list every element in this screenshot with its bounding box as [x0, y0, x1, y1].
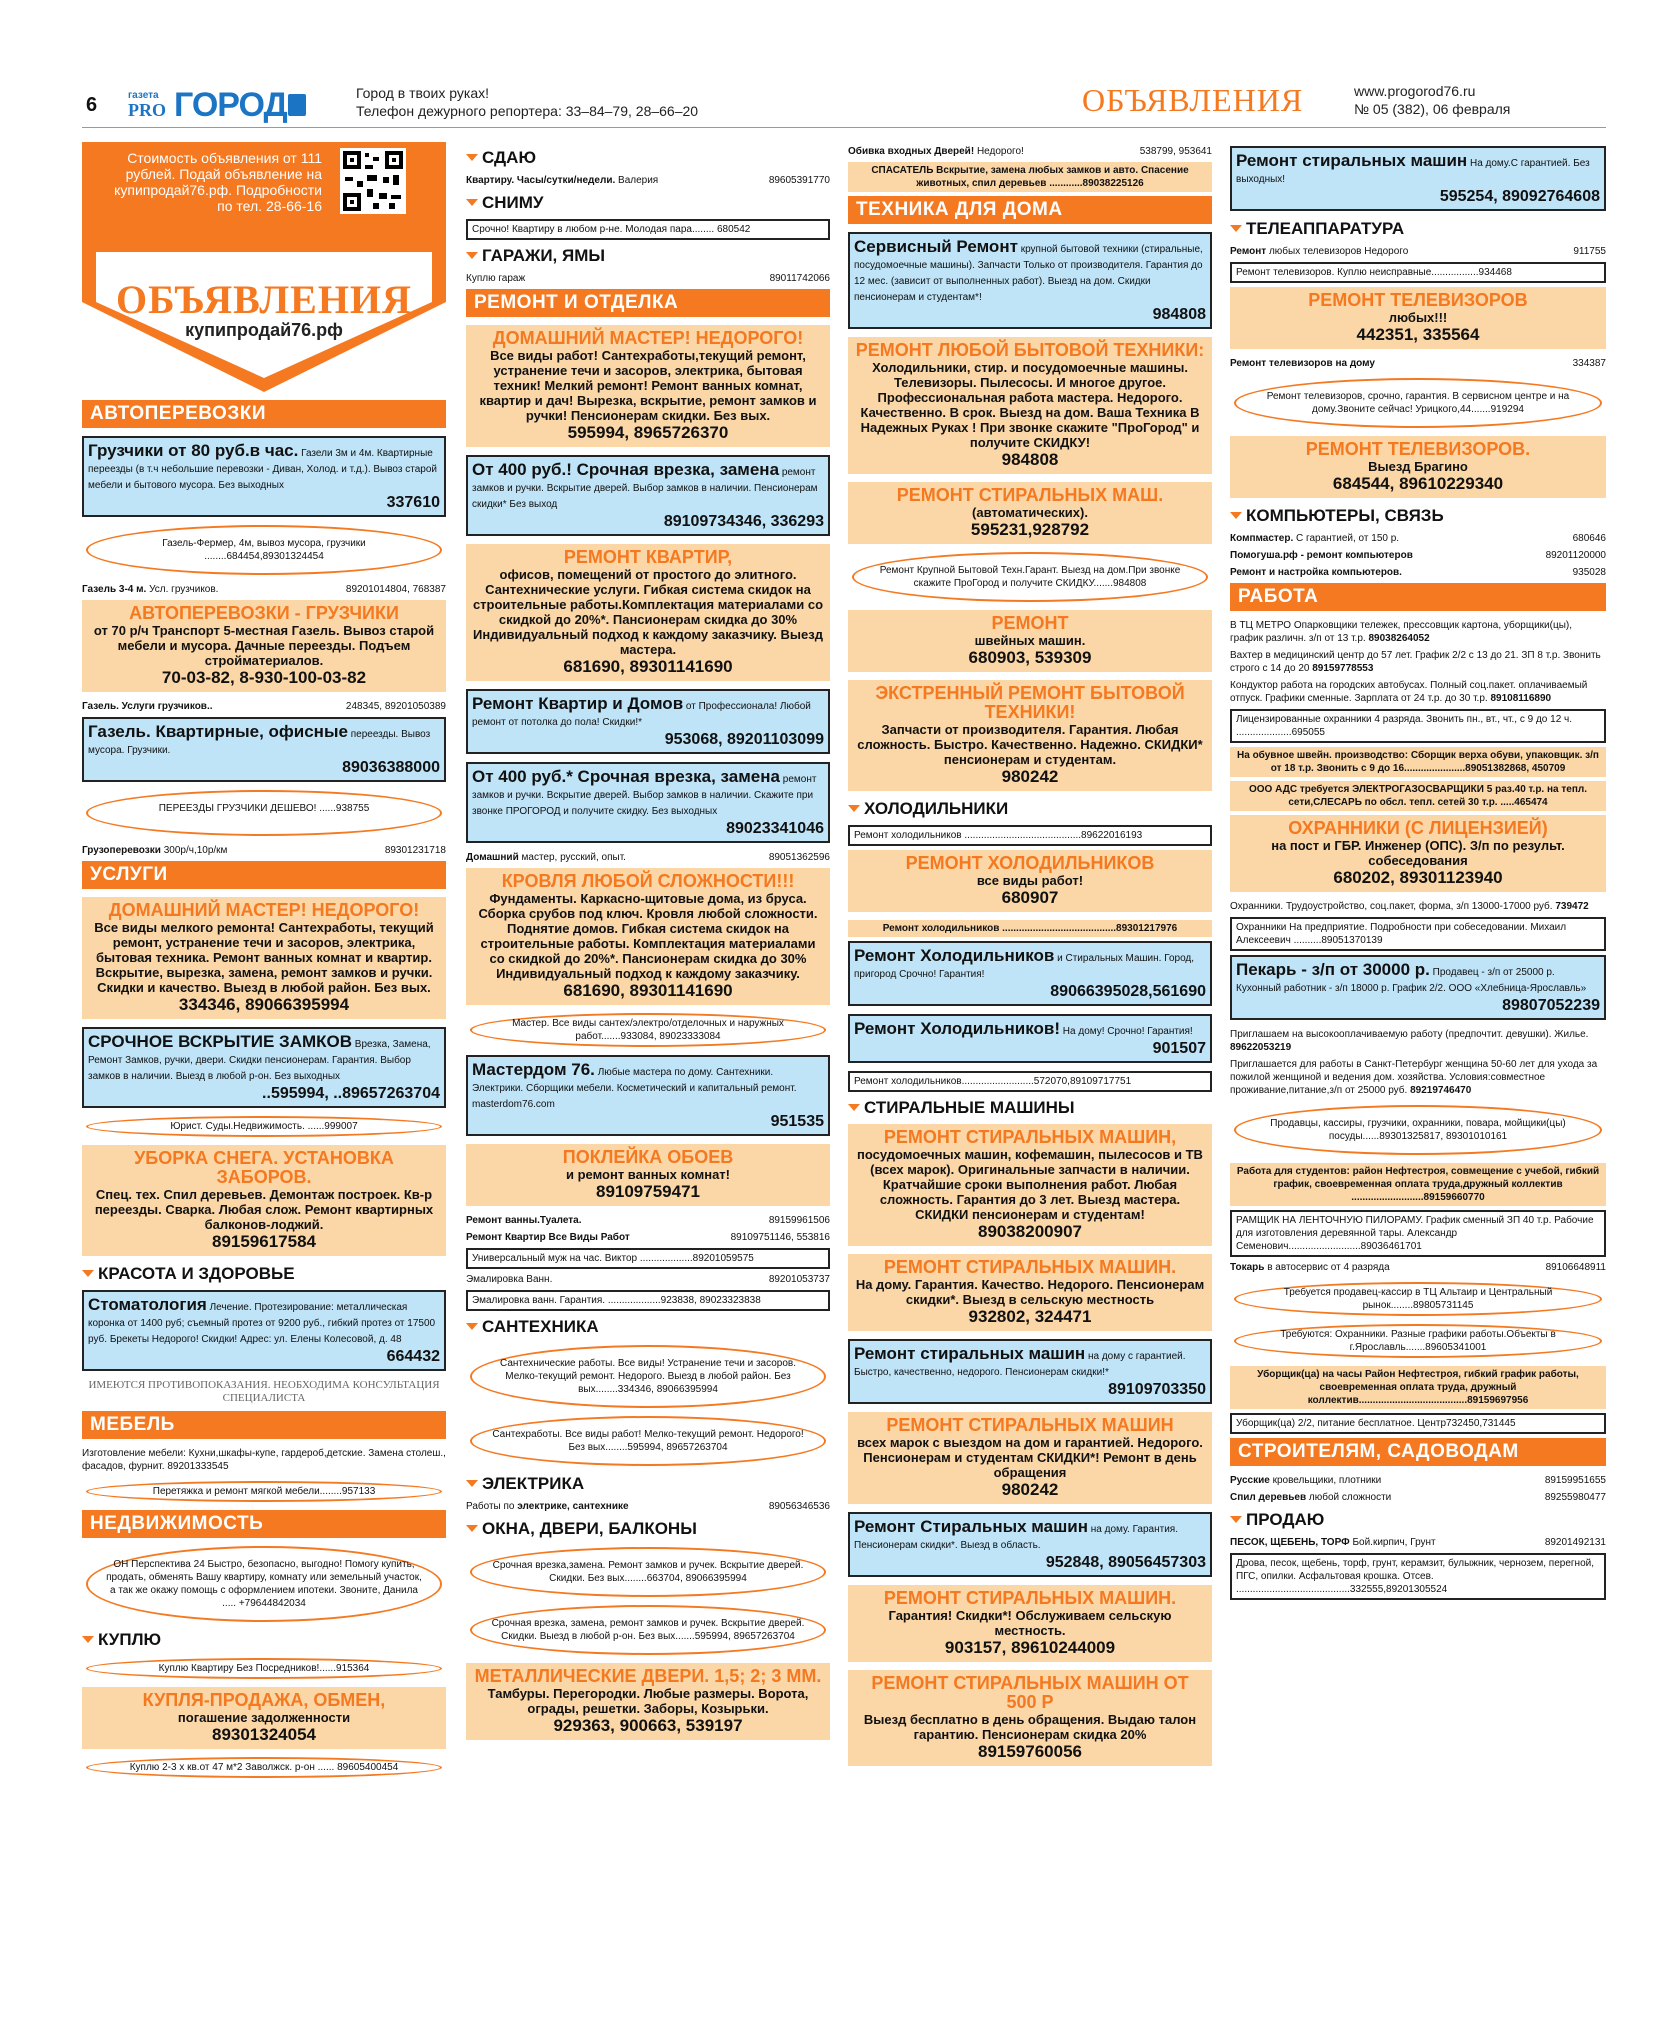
ad-box: От 400 руб.* Срочная врезка, замена ремонт замков и ручки. Вскрытие дверей. Выбор замков в наличии. Скажите при звонке ПРОГОРОД и получите скидку. Без выходных 89023341046	[466, 762, 830, 843]
ad-orange: РЕМОНТ СТИРАЛЬНЫХ МАШИН. Гарантия! Скидки*! Обслуживаем сельскую местность. 903157, 89610244009	[848, 1585, 1212, 1662]
ad-orange: УБОРКА СНЕГА. УСТАНОВКА ЗАБОРОВ. Спец. тех. Спил деревьев. Демонтаж построек. Кв-р переезды. Сварка. Любая слож. Ремонт квартирных балконов-лоджий. 89159617584	[82, 1145, 446, 1256]
section-title: ОБЪЯВЛЕНИЯ	[1082, 82, 1304, 118]
subheading-beauty: КРАСОТА И ЗДОРОВЬЕ	[82, 1264, 446, 1284]
ad-orange: ДОМАШНИЙ МАСТЕР! НЕДОРОГО! Все виды мелкого ремонта! Сантехработы, текущий ремонт, устранение течи и засоров, электрика, бытовая техника. Ремонт ванных комнат и квартир. Вскрытие, вырезка, замена, ремонт замков и ручки. Скидки и качество. Выезд в любой район. Без вых. 334346, 89066395994	[82, 897, 446, 1019]
ad-orange: РЕМОНТ ХОЛОДИЛЬНИКОВ все виды работ! 680907	[848, 850, 1212, 912]
ad-framed: СПАСАТЕЛЬ Вскрытие, замена любых замков и авто. Спасение животных, спил деревьев ............89038225126	[848, 162, 1212, 192]
ad-orange: КУПЛЯ-ПРОДАЖА, ОБМЕН, погашение задолженности 89301324054	[82, 1687, 446, 1749]
subheading-computers: КОМПЬЮТЕРЫ, СВЯЗЬ	[1230, 506, 1606, 526]
ad-oval: ПЕРЕЕЗДЫ ГРУЗЧИКИ ДЕШЕВО! ......938755	[86, 790, 442, 836]
ad-framed: РАМЩИК НА ЛЕНТОЧНУЮ ПИЛОРАМУ. График сменный ЗП 40 т.р. Рабочие для изготовления деревянной тары. Александр Семенович..........................89036461701	[1230, 1210, 1606, 1257]
ad-oval: Ремонт телевизоров, срочно, гарантия. В сервисном центре и на дому.Звоните сейчас! Урицкого,44.......919294	[1234, 378, 1602, 428]
ad-line: Помогуша.рф - ремонт компьютеров 89201120000	[1230, 550, 1606, 561]
ad-line: Газель. Услуги грузчиков.. 248345, 89201050389	[82, 701, 446, 712]
ad-box: Ремонт Холодильников! На дому! Срочно! Гарантия! 901507	[848, 1014, 1212, 1063]
ad-orange: РЕМОНТ ТЕЛЕВИЗОРОВ любых!!! 442351, 335564	[1230, 287, 1606, 349]
ad-oval: Ремонт Крупной Бытовой Техн.Гарант. Выезд на дом.При звонке скажите ПроГород и получите СКИДКУ.......984808	[852, 552, 1208, 602]
ad-line: Токарь в автосервис от 4 разряда 89106648911	[1230, 1262, 1606, 1273]
ad-oval: Куплю 2-3 х кв.от 47 м*2 Заволжск. р-он ...... 89605400454	[86, 1757, 442, 1778]
ad-framed: На обувное швейн. производство: Сборщик верха обуви, упаковщик. з/п от 18 т.р. Звонить с 9 до 16......................89051382868, 450709	[1230, 747, 1606, 777]
ad-orange: КРОВЛЯ ЛЮБОЙ СЛОЖНОСТИ!!! Фундаменты. Каркасно-щитовые дома, из бруса. Сборка срубов под ключ. Кровля любой сложности. Поднятие домов. Гибкая система скидок на строительные работы. Комплектация материалами со скидкой до 20%*. Пансионерам скидка до 30% Индивидуальный подход к каждому заказчику. 681690, 89301141690	[466, 868, 830, 1005]
subheading-tv: ТЕЛЕАППАРАТУРА	[1230, 219, 1606, 239]
banner-url[interactable]: купипродай76.рф	[185, 320, 343, 340]
subheading-washers: СТИРАЛЬНЫЕ МАШИНЫ	[848, 1098, 1212, 1118]
ad-oval: Перетяжка и ремонт мягкой мебели........957133	[86, 1481, 442, 1502]
ad-box: Мастердом 76. Любые мастера по дому. Сантехники. Электрики. Сборщики мебели. Косметический и капитальный ремонт. masterdom76.com 951535	[466, 1055, 830, 1136]
ad-box: Сервисный Ремонт крупной бытовой техники (стиральные, посудомоечные машины). Запчасти Только от производителя. Гарантия до 12 мес. (зависит от выполненных работ). Выезд на дом. Скидки пенсионерам и студентам*! 984808	[848, 232, 1212, 329]
subheading-windows: ОКНА, ДВЕРИ, БАЛКОНЫ	[466, 1519, 830, 1539]
ad-box: Стоматология Лечение. Протезирование: металлическая коронка от 1400 руб; съемный протез от 9200 руб., гибкий протез от 17500 руб. Брекеты Недорого! Скидки! Адрес: ул. Елены Колесовой, д. 48 664432	[82, 1290, 446, 1371]
logo-icon	[288, 94, 306, 116]
ad-framed: Охранники На предприятие. Подробности при собеседовании. Михаил Алексеевич ..........89051370139	[1230, 917, 1606, 951]
subheading-buy: КУПЛЮ	[82, 1630, 446, 1650]
ad-box: Пекарь - з/п от 30000 р. Продавец - з/п от 25000 р. Кухонный работник - з/п 18000 р. График 2/2. ООО «Хлебница-Ярославль» 89807052239	[1230, 955, 1606, 1020]
ad-orange: ЭКСТРЕННЫЙ РЕМОНТ БЫТОВОЙ ТЕХНИКИ! Запчасти от производителя. Гарантия. Любая сложность. Быстро. Качественно. Надежно. СКИДКИ* пенсионерам и студентам. 980242	[848, 680, 1212, 791]
heading-services: УСЛУГИ	[82, 861, 446, 889]
column-3	[848, 142, 1212, 1992]
disclaimer: ИМЕЮТСЯ ПРОТИВОПОКАЗАНИЯ. НЕОБХОДИМА КОНСУЛЬТАЦИЯ СПЕЦИАЛИСТА	[88, 1379, 440, 1404]
ad-framed: Уборщик(ца) 2/2, питание бесплатное. Центр732450,731445	[1230, 1413, 1606, 1434]
subheading-plumbing: САНТЕХНИКА	[466, 1317, 830, 1337]
ad-line: Спил деревьев любой сложности 89255980477	[1230, 1492, 1606, 1503]
ad-oval: Продавцы, кассиры, грузчики, охранники, повара, мойщики(цы) посуды......89301325817, 89301010161	[1234, 1105, 1602, 1155]
ad-box: Ремонт Холодильников и Стиральных Машин. Город, пригород Срочно! Гарантия! 89066395028,561690	[848, 941, 1212, 1006]
ad-framed: Срочно! Квартиру в любом р-не. Молодая пара........ 680542	[466, 219, 830, 240]
site-info: www.progorod76.ru № 05 (382), 06 февраля	[1354, 83, 1511, 117]
ad-oval: Требуется продавец-кассир в ТЦ Альтаир и Центральный рынок........89805731145	[1234, 1282, 1602, 1316]
ad-oval: Газель-Фермер, 4м, вывоз мусора, грузчики ........684454,89301324454	[86, 525, 442, 575]
ad-box: Ремонт Квартир и Домов от Профессионала! Любой ремонт от потолка до пола! Скидки!* 953068, 89201103099	[466, 689, 830, 754]
heading-work: РАБОТА	[1230, 583, 1606, 611]
ad-oval: Куплю Квартиру Без Посредников!......915364	[86, 1658, 442, 1679]
ad-orange: ОХРАННИКИ (С ЛИЦЕНЗИЕЙ) на пост и ГБР. Инженер (ОПС). З/п по результ. собеседования 680202, 89301123940	[1230, 815, 1606, 892]
subheading-hire: СНИМУ	[466, 193, 830, 213]
ad-framed: Ремонт холодильников .........................................89301217976	[848, 920, 1212, 937]
ad-orange: РЕМОНТ ТЕЛЕВИЗОРОВ. Выезд Брагино 684544, 89610229340	[1230, 436, 1606, 498]
ad-box: Ремонт Стиральных машин на дому. Гарантия. Пенсионерам скидки*. Выезд в область. 952848, 89056457303	[848, 1512, 1212, 1577]
heading-repair: РЕМОНТ И ОТДЕЛКА	[466, 289, 830, 317]
ad-oval: Требуются: Охранники. Разные графики работы.Объекты в г.Ярославль.......89605341001	[1234, 1324, 1602, 1358]
newspaper-page	[82, 80, 1606, 2000]
heading-auto: АВТОПЕРЕВОЗКИ	[82, 400, 446, 428]
ad-line: Газель 3-4 м. Усл. грузчиков. 89201014804, 768387	[82, 584, 446, 595]
ad-orange: РЕМОНТ СТИРАЛЬНЫХ МАШИН всех марок с выездом на дом и гарантией. Недорого. Пенсионерам и студентам СКИДКИ*! Ремонт в день обращения 980242	[848, 1412, 1212, 1504]
ad-box: Ремонт стиральных машин на дому с гарантией. Быстро, качественно, недорого. Пенсионерам скидки!* 89109703350	[848, 1339, 1212, 1404]
ad-box: Ремонт стиральных машин На дому.С гарантией. Без выходных! 595254, 89092764608	[1230, 146, 1606, 211]
banner-info: Стоимость объявления от 111 рублей. Подай объявление на купипродай76.рф. Подробности по тел. 28-66-16	[114, 150, 322, 214]
ad-oval: Мастер. Все виды сантех/электро/отделочных и наружных работ.......933084, 89023333084	[470, 1013, 826, 1047]
ad-line: Ремонт телевизоров на дому 334387	[1230, 358, 1606, 369]
ad-oval: Срочная врезка,замена. Ремонт замков и ручек. Вскрытие дверей. Скидки. Без вых........663704, 89066395994	[470, 1547, 826, 1597]
ad-orange: РЕМОНТ СТИРАЛЬНЫХ МАШИН ОТ 500 Р Выезд бесплатно в день обращения. Выдаю талон гарантию. Пенсионерам скидка 20% 89159760056	[848, 1670, 1212, 1766]
ad-line: Обивка входных Дверей! Недорого! 538799, 953641	[848, 146, 1212, 157]
ads-banner	[82, 142, 446, 392]
ad-framed: Уборщик(ца) на часы Район Нефтестроя, гибкий график работы, своевременная оплата труда, дружный коллектив.......................................89159697956	[1230, 1366, 1606, 1409]
heading-furniture: МЕБЕЛЬ	[82, 1411, 446, 1439]
ad-orange: ДОМАШНИЙ МАСТЕР! НЕДОРОГО! Все виды работ! Сантехработы,текущий ремонт, устранение течи и засоров, электрика, бытовая техник! Мелкий ремонт! Ремонт ванных комнат, квартир и дач! Вырезка, вскрытие, ремонт замков и ручки! Пенсионерам скидки. Без вых. 595994, 8965726370	[466, 325, 830, 447]
ad-orange: РЕМОНТ ЛЮБОЙ БЫТОВОЙ ТЕХНИКИ: Холодильники, стир. и посудомоечные машины. Телевизоры. Пылесосы. И многое другое. Профессиональная работа мастера. Недорого. Качественно. В срок. Выезд на дом. Ваша Техника В Надежных Руках ! При звонке скажите "ПроГород" и получите СКИДКУ! 984808	[848, 337, 1212, 474]
ad-box: Грузчики от 80 руб.в час. Газели 3м и 4м. Квартирные переезды (в т.ч небольшие перевозки - Диван, Холод. и т.д.). Вывоз старой мебели и бытового мусора. Без выходных 337610	[82, 436, 446, 517]
ad-oval: ОН Перспектива 24 Быстро, безопасно, выгодно! Помогу купить, продать, обменять Вашу квартиру, комнату или земельный участок, а так же окажу помощь с оформлением ипотеки. Звоните, Данила ..... +79644842034	[86, 1546, 442, 1622]
ad-line: Изготовление мебели: Кухни,шкафы-купе, гардероб,детские. Замена столеш., фасадов, фурнит. 89201333545	[82, 1448, 446, 1472]
ad-oval: Срочная врезка, замена, ремонт замков и ручек. Вскрытие дверей. Скидки. Выезд в любой р-он. Без вых.......595994, 89657263704	[470, 1605, 826, 1655]
ad-box: Газель. Квартирные, офисные переезды. Вывоз мусора. Грузчики. 89036388000	[82, 717, 446, 782]
qr-code-icon[interactable]	[340, 148, 406, 214]
heading-home-tech: ТЕХНИКА ДЛЯ ДОМА	[848, 196, 1212, 224]
ad-line: Домашний мастер, русский, опыт. 89051362596	[466, 852, 830, 863]
ad-line: Компмастер. С гарантией, от 150 р. 680646	[1230, 533, 1606, 544]
ad-framed: Лицензированные охранники 4 разряда. Звонить пн., вт., чт., с 9 до 12 ч. ....................695055	[1230, 709, 1606, 743]
ad-box: СРОЧНОЕ ВСКРЫТИЕ ЗАМКОВ Врезка, Замена, Ремонт Замков, ручки, двери. Скидки пенсионерам. Гарантия. Выбор замков в наличии. Выезд в любой р-он. Без выходных ..595994, ..89657263704	[82, 1027, 446, 1108]
ad-line: Эмалировка Ванн. 89201053737	[466, 1274, 830, 1285]
ad-line: Приглашается для работы в Санкт-Петербург женщина 50-60 лет для ухода за пожилой женщиной и ведения дом. хозяйства. Условия:совместное проживание,питание,з/п от 25000 руб. 89219746470	[1230, 1059, 1598, 1096]
subheading-rent: СДАЮ	[466, 148, 830, 168]
ad-line: Приглашаем на высокооплачиваемую работу (предпочтит. девушки). Жилье. 89622053219	[1230, 1029, 1589, 1053]
ad-line: Русские кровельщики, плотники 89159951655	[1230, 1475, 1606, 1486]
ad-orange: РЕМОНТ СТИРАЛЬНЫХ МАШИН. На дому. Гарантия. Качество. Недорого. Пенсионерам скидки*. Выезд в сельскую местность 932802, 324471	[848, 1254, 1212, 1331]
logo: газета PRO ГОРОД	[128, 84, 308, 122]
ad-line: Куплю гараж 89011742066	[466, 273, 830, 284]
ad-line: Вахтер в медицинский центр до 57 лет. График 2/2 с 13 до 21. ЗП 8 т.р. Звонить строго с 14 до 20 89159778553	[1230, 650, 1601, 674]
ad-orange: РЕМОНТ швейных машин. 680903, 539309	[848, 610, 1212, 672]
column-2	[466, 142, 830, 1992]
ad-oval: Юрист. Суды.Недвижимость. ......999007	[86, 1116, 442, 1137]
ad-framed: Универсальный муж на час. Виктор ...................89201059575	[466, 1248, 830, 1269]
banner-title: ОБЪЯВЛЕНИЯ	[116, 277, 412, 322]
ad-oval: Сантехработы. Все виды работ! Мелко-текущий ремонт. Недорого! Без вых........595994, 89657263704	[470, 1416, 826, 1466]
ad-framed: Ремонт холодильников ..........................................89622016193	[848, 825, 1212, 846]
ad-line: Грузоперевозки 300р/ч,10р/км 89301231718	[82, 845, 446, 856]
column-1	[82, 142, 446, 1992]
page-number: 6	[86, 94, 98, 116]
ad-oval: Сантехнические работы. Все виды! Устранение течи и засоров. Мелко-текущий ремонт. Недорого. Выезд в любой район. Без вых........334346, 89066395994	[470, 1345, 826, 1408]
ad-line: Ремонт и настройка компьютеров. 935028	[1230, 567, 1606, 578]
ad-framed: Эмалировка ванн. Гарантия. ...................923838, 89023323838	[466, 1290, 830, 1311]
subheading-fridges: ХОЛОДИЛЬНИКИ	[848, 799, 1212, 819]
ad-framed: Работа для студентов: район Нефтестроя, совмещение с учебой, гибкий график, своевременная оплата труда,дружный коллектив ..........................89159660770	[1230, 1163, 1606, 1206]
ad-orange: РЕМОНТ СТИРАЛЬНЫХ МАШИН, посудомоечных машин, кофемашин, пылесосов и ТВ (всех марок). Оригинальные запчасти в наличии. Кратчайшие сроки выполнения работ. Любая сложность. Гарантия до 3 лет. Выезд мастера. СКИДКИ пенсионерам и студентам! 89038200907	[848, 1124, 1212, 1246]
ad-line: Ремонт любых телевизоров Недорого 911755	[1230, 246, 1606, 257]
ad-orange: МЕТАЛЛИЧЕСКИЕ ДВЕРИ. 1,5; 2; 3 ММ. Тамбуры. Перегородки. Любые размеры. Ворота, ограды, решетки. Заборы, Козырьки. 929363, 900663, 539197	[466, 1663, 830, 1740]
ad-framed: Ремонт холодильников..........................572070,89109717751	[848, 1071, 1212, 1092]
ad-framed: ООО АДС требуется ЭЛЕКТРОГАЗОСВАРЩИКИ 5 раз.40 т.р. на тепл. сети,СЛЕСАРЬ по обсл. тепл. сетей 30 т.р. .....465474	[1230, 781, 1606, 811]
ad-orange: РЕМОНТ КВАРТИР, офисов, помещений от простого до элитного. Сантехнические услуги. Гибкая система скидок на строительные работы.Комплектация материалами со скидкой до 20%*. Пансионерам скидка до 30% Индивидуальный подход к каждому заказчику. Выезд мастера. 681690, 89301141690	[466, 544, 830, 681]
column-4	[1230, 142, 1606, 1992]
ad-framed: Ремонт телевизоров. Куплю неисправные.................934468	[1230, 262, 1606, 283]
subheading-garages: ГАРАЖИ, ЯМЫ	[466, 246, 830, 266]
subheading-electric: ЭЛЕКТРИКА	[466, 1474, 830, 1494]
ad-line: Работы по электрике, сантехнике 89056346536	[466, 1501, 830, 1512]
ad-orange: АВТОПЕРЕВОЗКИ - ГРУЗЧИКИ от 70 р/ч Транспорт 5-местная Газель. Вывоз старой мебели и мусора. Дачные переезды. Подъем стройматериалов. 70-03-82, 8-930-100-03-82	[82, 600, 446, 692]
ad-line: Кондуктор работа на городских автобусах. Полный соц.пакет. оплачиваемый отпуск. Графики сменные. Зарплата от 24 т.р. до 30 т.р. 89108116890	[1230, 680, 1588, 704]
ad-box: От 400 руб.! Срочная врезка, замена ремонт замков и ручки. Вскрытие дверей. Выбор замков в наличии. Пенсионерам скидки* Без выход 89109734346, 336293	[466, 455, 830, 536]
page-header	[82, 80, 1606, 128]
ad-line: Ремонт Квартир Все Виды Работ 89109751146, 553816	[466, 1232, 830, 1243]
heading-realty: НЕДВИЖИМОСТЬ	[82, 1510, 446, 1538]
ad-framed: Дрова, песок, щебень, торф, грунт, керамзит, булыжник, чернозем, перегной, ПГС, опилки. Асфальтовая крошка. Отсев. .........................................332555,89201305524	[1230, 1553, 1606, 1600]
ad-orange: ПОКЛЕЙКА ОБОЕВ и ремонт ванных комнат! 89109759471	[466, 1144, 830, 1206]
ad-line: Квартиру. Часы/сутки/недели. Валерия 89605391770	[466, 175, 830, 186]
ad-line: ПЕСОК, ЩЕБЕНЬ, ТОРФ Бой.кирпич, Грунт 89201492131	[1230, 1537, 1606, 1548]
subheading-sell: ПРОДАЮ	[1230, 1510, 1606, 1530]
ad-orange: РЕМОНТ СТИРАЛЬНЫХ МАШ. (автоматических). 595231,928792	[848, 482, 1212, 544]
ad-line: Ремонт ванны.Туалета. 89159961506	[466, 1215, 830, 1226]
ad-line: В ТЦ МЕТРО Опарковщики тележек, прессовщик картона, уборщики(цы), график различн. з/п от 13 т.р. 89038264052	[1230, 620, 1572, 644]
heading-build: СТРОИТЕЛЯМ, САДОВОДАМ	[1230, 1438, 1606, 1466]
tagline: Город в твоих руках! Телефон дежурного репортера: 33–84–79, 28–66–20	[356, 85, 699, 119]
ad-line: Охранники. Трудоустройство, соц.пакет, форма, з/п 13000-17000 руб. 739472	[1230, 901, 1589, 912]
